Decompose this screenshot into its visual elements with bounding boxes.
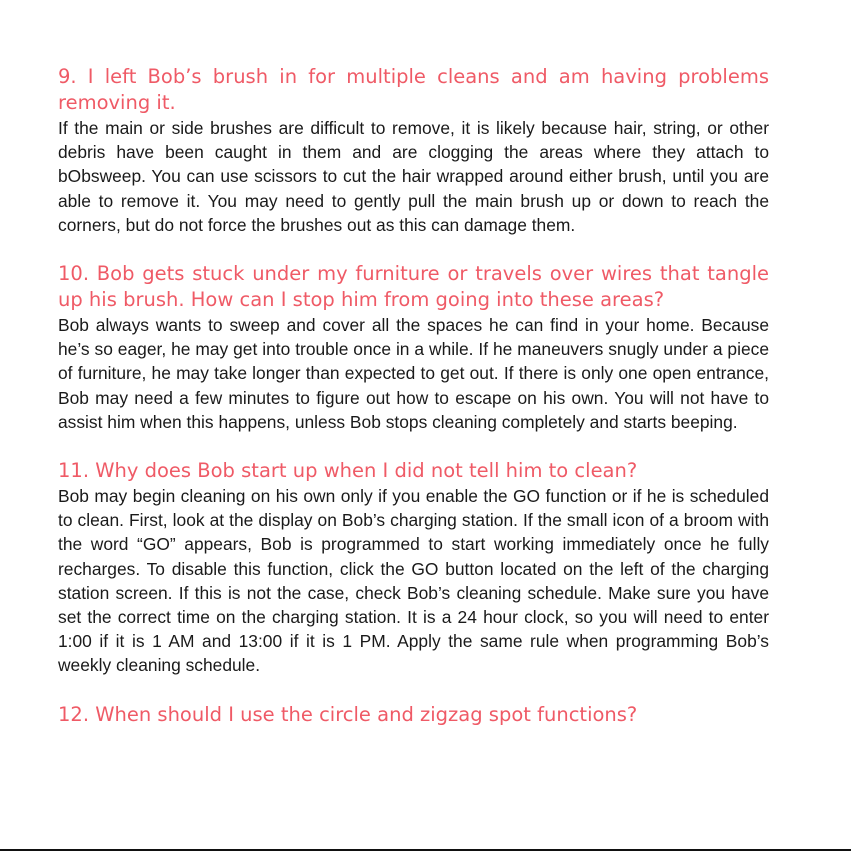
faq-question: 10. Bob gets stuck under my furniture or travels over wires that tangle up his brush. How can I stop him from going into these areas? [58, 262, 769, 312]
faq-answer: Bob may begin cleaning on his own only if you enable the GO function or if he is scheduled to clean. First, look at the display on Bob’s charging station. If the small icon of a broom with the word “GO” appears, Bob is programmed to start working immediately once he fully recharges. To disable this function, click the GO button located on the left of the charging station screen. If this is not the case, check Bob’s cleaning schedule. Make sure you have set the correct time on the charging station. It is a 24 hour clock, so you will need to enter 1:00 if it is 1 AM and 13:00 if it is 1 PM. Apply the same rule when programming Bob’s weekly cleaning schedule. [58, 486, 769, 676]
faq-answer: Bob always wants to sweep and cover all the spaces he can find in your home. Because he’s so eager, he may get into trouble once in a while. If he maneuvers snugly under a piece of furniture, he may take longer than expected to get out. If there is only one open entrance, Bob may need a few minutes to figure out how to escape on his own. You will not have to assist him when this happens, unless Bob stops cleaning completely and starts beeping. [58, 315, 769, 432]
faq-answer: If the main or side brushes are difficult to remove, it is likely because hair, string, or other debris have been caught in them and are clogging the areas where they attach to bObsweep. You can use scissors to cut the hair wrapped around either brush, until you are able to remove it. You may need to gently pull the main brush up or down to reach the corners, but do not force the brushes out as this can damage them. [58, 118, 769, 235]
faq-item-9 [58, 64, 769, 237]
faq-item-10 [58, 261, 769, 434]
faq-item-11 [58, 458, 769, 678]
faq-question: 9. I left Bob’s brush in for multiple cleans and am having problems removing it. [58, 65, 769, 114]
faq-item-12 [58, 702, 769, 728]
faq-question: 11. Why does Bob start up when I did not tell him to clean? [58, 459, 638, 483]
faq-question: 12. When should I use the circle and zigzag spot functions? [58, 702, 638, 726]
